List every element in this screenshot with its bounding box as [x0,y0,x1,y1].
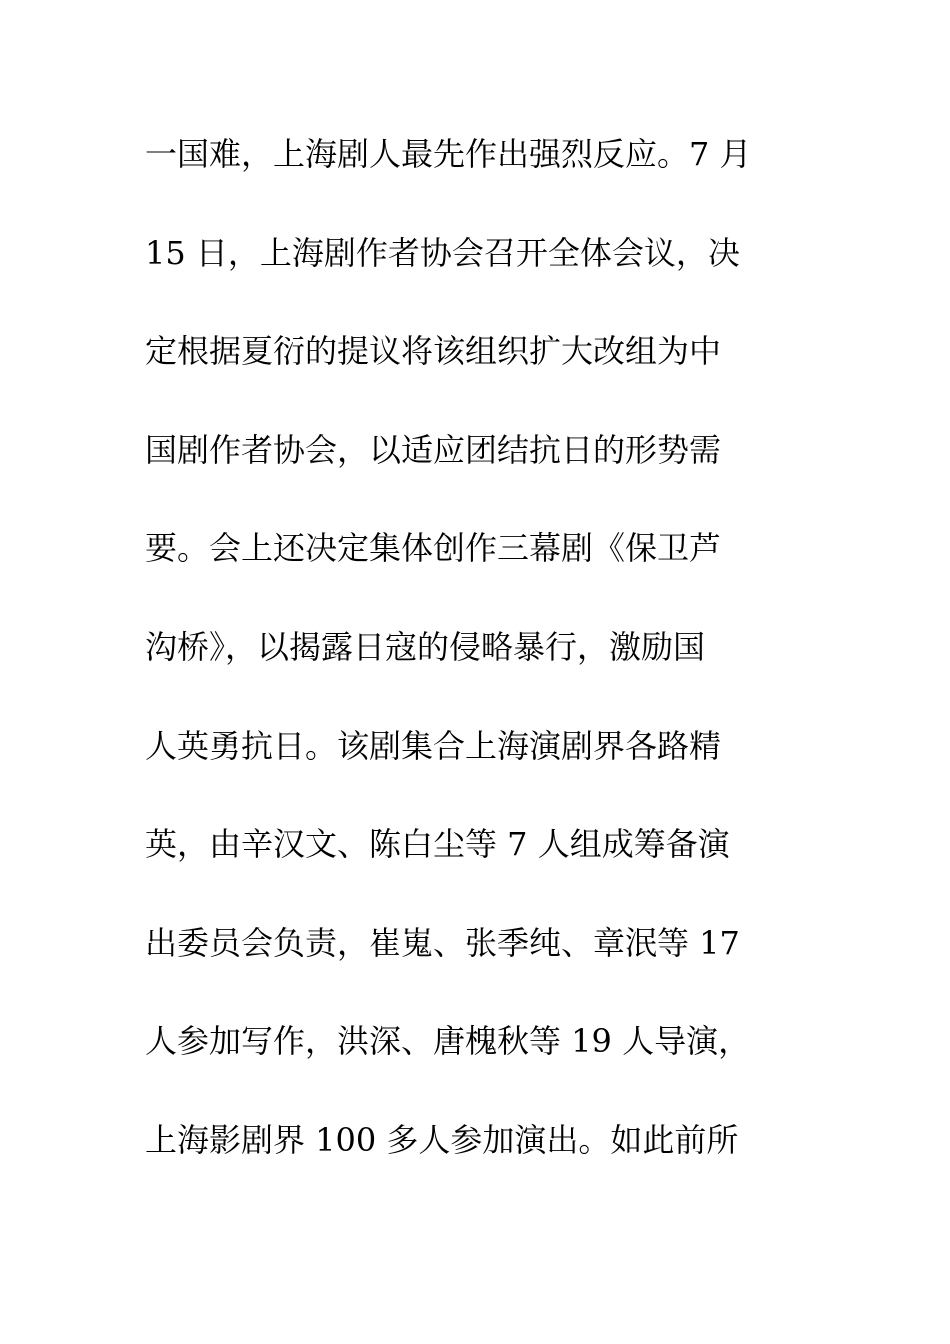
text-line: 要。会上还决定集体创作三幕剧《保卫芦 [145,529,722,568]
text-line: 15 日，上海剧作者协会召开全体会议，决 [145,233,740,272]
text-line: 人参加写作，洪深、唐槐秋等 19 人导演， [145,1022,751,1061]
text-line: 上海影剧界 100 多人参加演出。如此前所 [145,1120,739,1159]
text-line: 一国难，上海剧人最先作出强烈反应。7 月 [145,135,752,173]
text-line: 国剧作者协会，以适应团结抗日的形势需 [145,430,722,469]
body-text [145,122,825,1207]
text-line: 定根据夏衍的提议将该组织扩大改组为中 [145,332,722,371]
text-line: 英，由辛汉文、陈白尘等 7 人组成筹备演 [145,825,730,864]
text-line: 出委员会负责，崔嵬、张季纯、章泯等 17 [145,923,740,962]
text-line: 沟桥》，以揭露日寇的侵略暴行，激励国 [145,627,706,666]
text-line: 人英勇抗日。该剧集合上海演剧界各路精 [145,726,722,765]
